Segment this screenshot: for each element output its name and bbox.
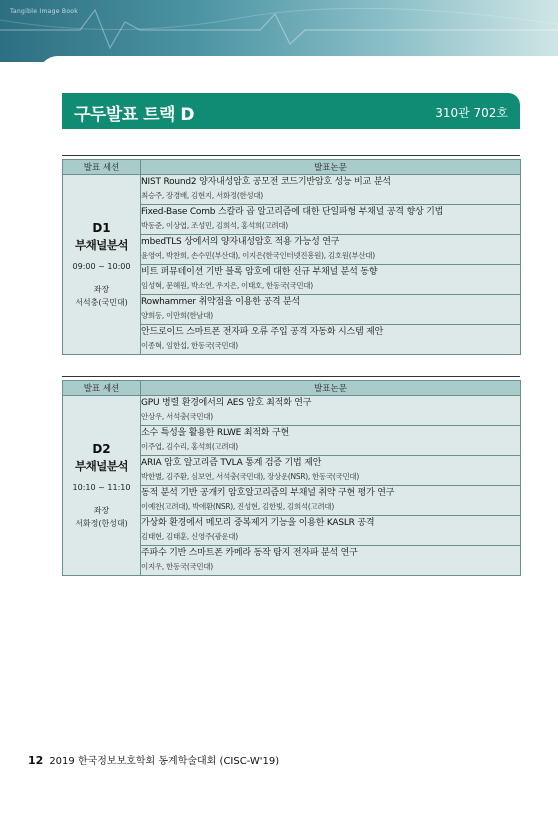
paper-title: GPU 병렬 환경에서의 AES 암호 최적화 연구 — [141, 398, 312, 408]
track-room: 310관 702호 — [435, 106, 508, 120]
table-header-row — [63, 381, 521, 396]
page-footer — [28, 752, 279, 767]
paper-title: 비트 퍼뮤테이션 기반 블록 암호에 대한 신규 부채널 분석 동향 — [141, 267, 378, 277]
paper-title: NIST Round2 양자내성암호 공모전 코드기반암호 성능 비교 분석 — [141, 177, 391, 187]
chair-name: 서석충(국민대) — [75, 298, 128, 307]
paper-cell — [141, 456, 521, 486]
paper-authors: 박한별, 김주환, 심보연, 서석충(국민대), 장상운(NSR), 한동국(국민대) — [141, 472, 359, 481]
chair-label: 좌장 — [93, 285, 110, 294]
paper-title: 주파수 기반 스마트폰 카메라 동작 탐지 전자파 분석 연구 — [141, 548, 358, 558]
banner-wave-graphic — [0, 0, 558, 62]
table-header-row — [63, 160, 521, 175]
paper-cell — [141, 325, 521, 355]
track-header — [62, 93, 520, 129]
paper-row — [63, 396, 521, 426]
paper-title: Fixed-Base Comb 스칼라 곱 알고리즘에 대한 단일파형 부채널 공격 향상 기법 — [141, 207, 444, 217]
paper-title: mbedTLS 상에서의 양자내성암호 적용 가능성 연구 — [141, 237, 340, 247]
session-name: 부채널분석 — [74, 238, 129, 252]
paper-authors: 안상우, 서석충(국민대) — [141, 412, 213, 421]
divider-line — [62, 376, 520, 377]
header-session: 발표 세션 — [63, 160, 141, 175]
header-paper: 발표논문 — [141, 381, 521, 396]
session-time: 09:00 ~ 10:00 — [72, 262, 131, 271]
page-number: 12 — [28, 754, 44, 767]
session-info — [63, 396, 141, 576]
paper-cell — [141, 486, 521, 516]
session-id: D2 — [92, 442, 111, 456]
paper-title: 동적 분석 기반 공개키 암호알고리즘의 부채널 취약 구현 평가 연구 — [141, 488, 395, 498]
paper-title: 가상화 환경에서 메모리 중복제거 기능을 이용한 KASLR 공격 — [141, 518, 375, 528]
session-time: 10:10 ~ 11:10 — [72, 483, 131, 492]
paper-authors: 이종혁, 임한섭, 한동국(국민대) — [141, 341, 238, 350]
paper-title: 안드로이드 스마트폰 전자파 오류 주입 공격 자동화 시스템 제안 — [141, 327, 384, 337]
paper-cell — [141, 546, 521, 576]
header-paper: 발표논문 — [141, 160, 521, 175]
paper-cell — [141, 396, 521, 426]
top-banner — [0, 0, 558, 62]
session-table-d2 — [62, 380, 521, 576]
paper-cell — [141, 516, 521, 546]
paper-authors: 박동준, 이상엽, 조성민, 김희석, 홍석희(고려대) — [141, 221, 288, 230]
session-info — [63, 175, 141, 355]
paper-cell — [141, 235, 521, 265]
paper-title: ARIA 암호 알고리즘 TVLA 통계 검증 기법 제안 — [141, 458, 322, 468]
paper-cell — [141, 265, 521, 295]
paper-title: Rowhammer 취약점을 이용한 공격 분석 — [141, 297, 300, 307]
paper-authors: 김태현, 김태훈, 신영주(광운대) — [141, 532, 238, 541]
paper-authors: 이예찬(고려대), 박애환(NSR), 진성현, 김한빛, 김희석(고려대) — [141, 502, 334, 511]
paper-cell — [141, 426, 521, 456]
footer-text: 2019 한국정보보호학회 동계학술대회 (CISC-W'19) — [49, 756, 280, 767]
paper-authors: 최승주, 장경배, 김현지, 서화정(한성대) — [141, 191, 263, 200]
banner-text: Tangible Image Book — [10, 8, 79, 15]
chair-label: 좌장 — [93, 506, 110, 515]
paper-cell — [141, 295, 521, 325]
paper-title: 소수 특성을 활용한 RLWE 최적화 구현 — [141, 428, 289, 438]
divider-line — [62, 155, 520, 156]
session-id: D1 — [92, 221, 111, 235]
paper-cell — [141, 175, 521, 205]
paper-row — [63, 175, 521, 205]
chair-name: 서화정(한성대) — [75, 519, 128, 528]
session-name: 부채널분석 — [74, 459, 129, 473]
paper-authors: 윤영여, 박찬희, 손수민(부산대), 이지은(한국인터넷진흥원), 김호원(부산대) — [141, 251, 375, 260]
paper-authors: 이주엽, 김수리, 홍석희(고려대) — [141, 442, 238, 451]
header-session: 발표 세션 — [63, 381, 141, 396]
track-title: 구두발표 트랙 D — [74, 105, 194, 125]
session-table-d1 — [62, 159, 521, 355]
paper-authors: 이지우, 한동국(국민대) — [141, 562, 213, 571]
paper-cell — [141, 205, 521, 235]
paper-authors: 양희동, 이만희(한남대) — [141, 311, 213, 320]
paper-authors: 임성혁, 문혜원, 박소연, 우지은, 이태호, 한동국(국민대) — [141, 281, 313, 290]
